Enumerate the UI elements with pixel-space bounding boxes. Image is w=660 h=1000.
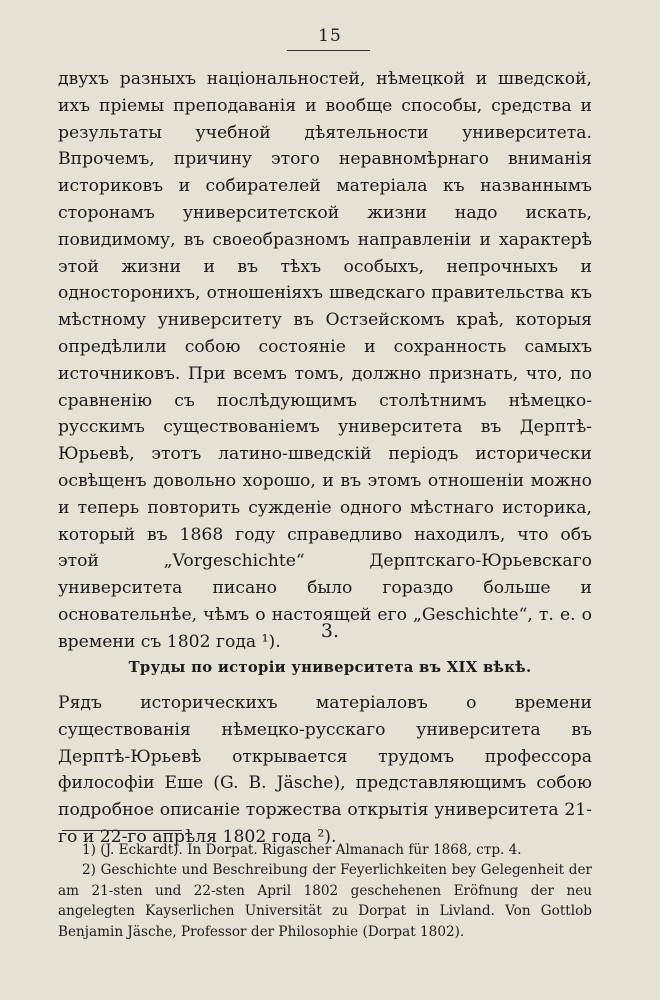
- section-title: Труды по исторіи университета въ XIX вѣкѣ.: [128, 659, 532, 676]
- body-paragraph: двухъ разныхъ національностей, нѣмецкой и шведской, ихъ пріемы преподаванія и вообще способы, средства и результаты учебной дѣятельности университета. Впрочемъ, причину этого неравномѣрнаго вниманія историковъ и собирателей матеріала къ названнымъ сторонамъ университетской жизни надо искать, повидимому, въ своеобразномъ направленіи и характерѣ этой жизни и въ тѣхъ особыхъ, непрочныхъ и односторонихъ, отношеніяхъ шведскаго правительства къ мѣстному университету въ Остзейскомъ краѣ, которыя опредѣлили собою состояніе и сохранность самыхъ источниковъ. При всемъ томъ, должно признать, что, по сравненію съ послѣдующимъ столѣтнимъ нѣмецко-русскимъ существованіемъ университета въ Дерптѣ-Юрьевѣ, этотъ латино-шведскій періодъ исторически освѣщенъ довольно хорошо, и въ этомъ отношеніи можно и теперь повторить сужденіе одного мѣстнаго историка, который въ 1868 году справедливо находилъ, что объ этой „Vorgeschichte“ Дерптскаго-Юрьевскаго университета писано было гораздо больше и основательнѣе, чѣмъ о настоящей его „Geschichte“, т. е. о времени съ 1802 года ¹).: [58, 69, 592, 652]
- header-rule: [287, 50, 370, 51]
- footnotes: [58, 840, 592, 942]
- section-paragraph: Рядъ историческихъ матеріаловъ о времени существованія нѣмецко-русскаго университета въ Дерптѣ-Юрьевѣ открывается трудомъ профессора философіи Еше (G. B. Jäsche), представляющимъ собою подробное описаніе торжества открытія университета 21-го и 22-го апрѣля 1802 года ²).: [58, 693, 592, 847]
- page-number: 15: [318, 26, 342, 46]
- section-number: 3.: [320, 620, 340, 642]
- footnote-rule: [62, 830, 182, 831]
- footnote-2: 2) Geschichte und Beschreibung der Feyerlichkeiten bey Gelegenheit der am 21-sten und 22-sten April 1802 geschehenen Eröfnung der neu angelegten Kayserlichen Universität zu Dorpat in Livland. Von Gottlob Benjamin Jäsche, Professor der Philosophie (Dorpat 1802).: [58, 862, 592, 940]
- footnote-1: 1) (J. Eckardt). In Dorpat. Rigascher Almanach für 1868, стр. 4.: [82, 842, 522, 858]
